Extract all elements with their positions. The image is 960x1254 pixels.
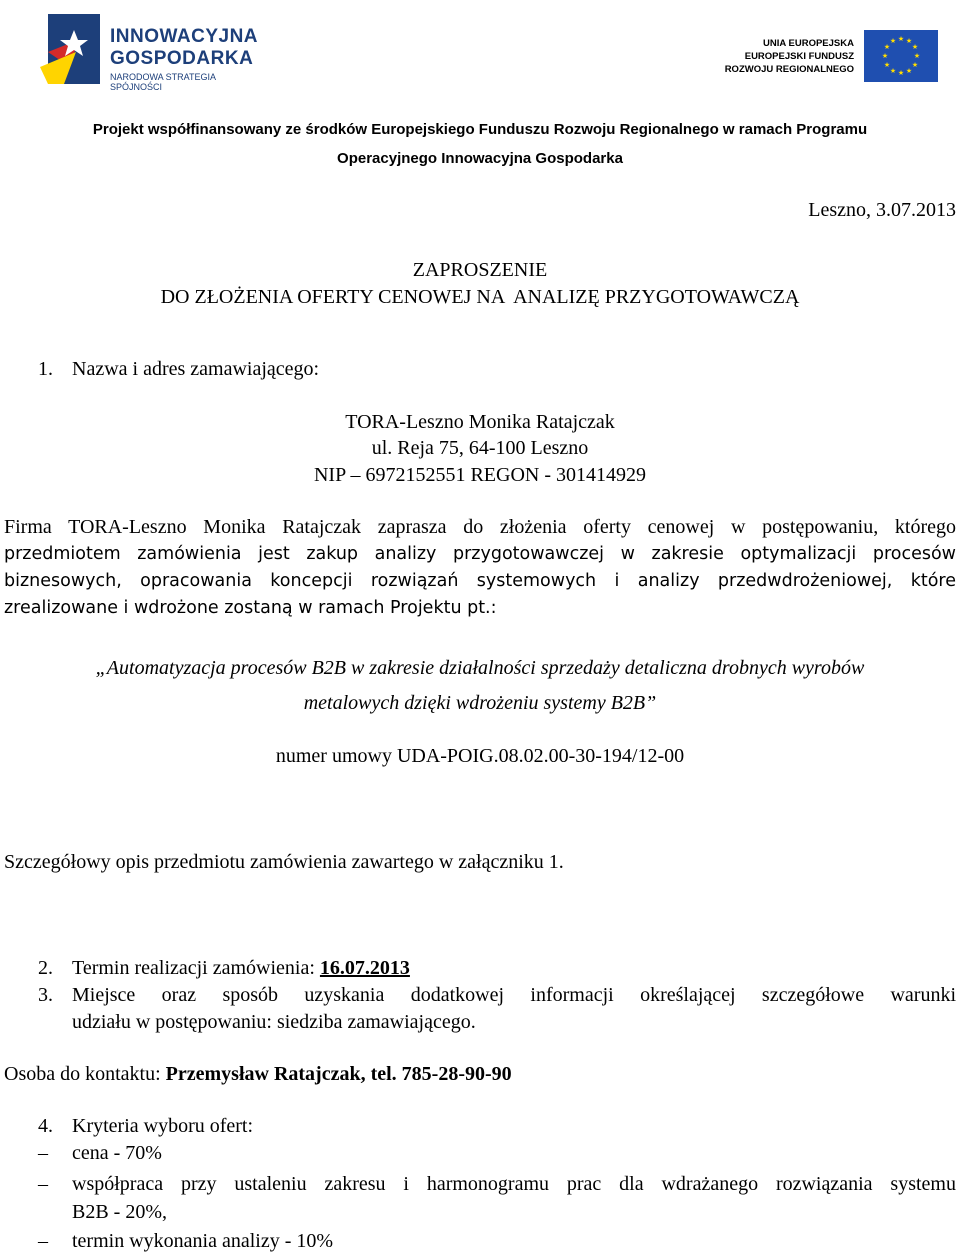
company-ids: NIP – 6972152551 REGON - 301414929 (313, 464, 647, 486)
date: Leszno, 3.07.2013 (808, 199, 956, 221)
title-line-2: DO ZŁOŻENIA OFERTY CENOWEJ NA ANALIZĘ PRZYGOTOWAWCZĄ (160, 286, 800, 308)
project-title-line-2: metalowych dzięki wdrożeniu systemy B2B” (303, 692, 657, 714)
section-3-number: 3. (38, 984, 53, 1006)
eu-flag-icon (864, 30, 938, 82)
eu-text-2: EUROPEJSKI FUNDUSZ (744, 51, 854, 62)
svg-text:★: ★ (913, 52, 921, 60)
svg-text:★: ★ (905, 37, 913, 45)
svg-text:★: ★ (905, 67, 913, 75)
dash-bullet-icon: – (38, 1230, 48, 1252)
svg-text:★: ★ (897, 35, 905, 43)
criterion-item: cena - 70% (72, 1142, 162, 1164)
section-2-number: 2. (38, 957, 53, 979)
dash-bullet-icon: – (38, 1142, 48, 1164)
criterion-item: współpraca przy ustaleniu zakresu i harmonogramu prac dla wdrażanego rozwiązania systemu (72, 1173, 956, 1195)
logo-text-1: INNOWACYJNA (110, 26, 259, 47)
criterion-item: termin wykonania analizy - 10% (72, 1230, 334, 1252)
section-3-line-2: udziału w postępowaniu: siedziba zamawiającego. (72, 1011, 476, 1033)
svg-text:★: ★ (889, 67, 897, 75)
logo-text-2: GOSPODARKA (110, 48, 254, 69)
company-name: TORA-Leszno Monika Ratajczak (345, 411, 615, 433)
title-line-1: ZAPROSZENIE (412, 259, 548, 281)
intro-line-3: biznesowych, opracowania koncepcji rozwiązań systemowych i analizy przedwdrożeniowej, które (4, 571, 956, 591)
contact-person (4, 1063, 512, 1086)
project-line-1: Projekt współfinansowany ze środków Europejskiego Funduszu Rozwoju Regionalnego w ramach Programu (92, 121, 868, 138)
details-note: Szczegółowy opis przedmiotu zamówienia zawartego w załączniku 1. (4, 851, 564, 873)
contact-value: Przemysław Ratajczak, tel. 785-28-90-90 (165, 1063, 512, 1085)
eu-text-1: UNIA EUROPEJSKA (763, 38, 854, 49)
innowacyjna-gospodarka-logo (40, 12, 270, 92)
section-4-heading: Kryteria wyboru ofert: (72, 1115, 254, 1137)
logo-text-3: NARODOWA STRATEGIA SPÓJNOŚCI (110, 72, 216, 92)
svg-text:★: ★ (911, 43, 919, 51)
contract-number: numer umowy UDA-POIG.08.02.00-30-194/12-00 (275, 745, 685, 767)
svg-text:★: ★ (897, 69, 905, 77)
svg-text:★: ★ (883, 43, 891, 51)
section-4-number: 4. (38, 1115, 53, 1137)
svg-text:★: ★ (883, 61, 891, 69)
dash-bullet-icon: – (38, 1173, 48, 1195)
company-address: ul. Reja 75, 64-100 Leszno (371, 437, 589, 459)
intro-line-1: Firma TORA-Leszno Monika Ratajczak zaprasza do złożenia oferty cenowej w postępowaniu, którego (4, 516, 956, 538)
section-2-text (72, 957, 410, 980)
svg-text:★: ★ (911, 61, 919, 69)
intro-line-2: przedmiotem zamówienia jest zakup analizy przygotowawczej w zakresie optymalizacji procesów (4, 544, 956, 564)
svg-text:★: ★ (889, 37, 897, 45)
section-2-label: Termin realizacji zamówienia: (72, 957, 320, 979)
project-line-2: Operacyjnego Innowacyjna Gospodarka (337, 150, 623, 167)
project-title-line-1: „Automatyzacja procesów B2B w zakresie działalności sprzedaży detaliczna drobnych wyrobów (95, 657, 865, 679)
section-1-number: 1. (38, 358, 53, 380)
section-2-date: 16.07.2013 (319, 957, 410, 979)
intro-line-4: zrealizowane i wdrożone zostaną w ramach Projektu pt.: (4, 598, 497, 618)
eu-text-3: ROZWOJU REGIONALNEGO (724, 64, 854, 75)
star-logo-icon (40, 12, 110, 86)
section-3-line-1: Miejsce oraz sposób uzyskania dodatkowej informacji określającej szczegółowe warunki (72, 984, 956, 1006)
section-1-heading: Nazwa i adres zamawiającego: (72, 358, 320, 380)
eu-logo (724, 30, 938, 82)
svg-text:★: ★ (881, 52, 889, 60)
contact-label: Osoba do kontaktu: (4, 1063, 166, 1085)
criterion-item-continued: B2B - 20%, (72, 1201, 167, 1223)
